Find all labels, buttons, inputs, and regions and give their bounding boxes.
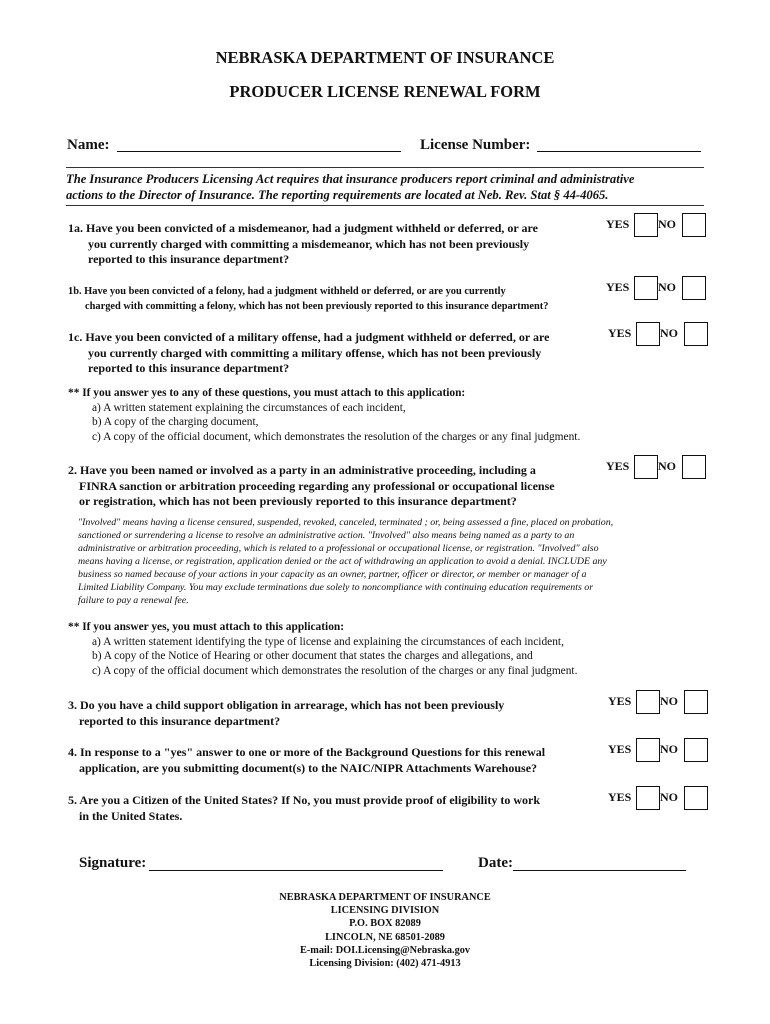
signature-label: Signature: bbox=[79, 855, 147, 871]
yes-checkbox[interactable] bbox=[636, 786, 660, 810]
question-1c: 1c. Have you been convicted of a military offense, had a judgment withheld or deferred, or are you currently charged with committing a military offense, which has not been previously reported to this insurance department? bbox=[68, 330, 550, 375]
name-label: Name: bbox=[67, 137, 110, 153]
involved-definition: "Involved" means having a license censured, suspended, revoked, canceled, terminated ; or, being assessed a fine, placed on probation, sanctioned or surrendering a license to resolve an administrative action. "Involved" also means being named as a party to an administrative or arbitration proceeding, which is related to a professional or occupational license, or registration. "Involved" also means having a license, or registration, application denied or the act of withdrawing an application to avoid a denial. INCLUDE any business so named because of your actions in your capacity as an owner, partner, officer or director, or member or manager of a Limited Liability Company. You may exclude terminations due solely to noncompliance with continuing education requirements or failure to pay a renewal fee. bbox=[78, 517, 614, 606]
yes-checkbox[interactable] bbox=[634, 276, 658, 300]
question-4-answer bbox=[608, 738, 708, 762]
footer-phone: Licensing Division: (402) 471-4913 bbox=[309, 958, 461, 970]
name-field[interactable] bbox=[117, 151, 401, 152]
yes-label: YES bbox=[606, 280, 630, 294]
no-label: NO bbox=[660, 790, 678, 804]
yes-label: YES bbox=[608, 790, 632, 804]
question-3: 3. Do you have a child support obligation in arrearage, which has not been previously reported to this insurance department? bbox=[68, 698, 505, 728]
yes-label: YES bbox=[606, 459, 630, 473]
question-5: 5. Are you a Citizen of the United States? If No, you must provide proof of eligibility to work in the United States. bbox=[68, 793, 540, 823]
yes-label: YES bbox=[608, 694, 632, 708]
question-1a-answer bbox=[606, 213, 706, 237]
attachment-note-2: ** If you answer yes, you must attach to this application: a) A written statement identifying the type of license and explaining the circumstances of each incident, b) A copy of the Notice of Hearing or other document that states the charges and allegations, and c) A copy of the official document which demonstrates the resolution of the charges or any final judgment. bbox=[68, 621, 578, 677]
question-1c-answer bbox=[608, 322, 708, 346]
form-title: PRODUCER LICENSE RENEWAL FORM bbox=[229, 82, 541, 101]
no-label: NO bbox=[658, 459, 676, 473]
footer-email: E-mail: DOI.Licensing@Nebraska.gov bbox=[299, 944, 471, 956]
divider bbox=[66, 205, 704, 206]
question-1b: 1b. Have you been convicted of a felony, had a judgment withheld or deferred, or are you currently charged with committing a felony, which has not been previously reported to this insurance department? bbox=[68, 286, 549, 312]
question-4: 4. In response to a "yes" answer to one or more of the Background Questions for this renewal application, are you submitting document(s) to the NAIC/NIPR Attachments Warehouse? bbox=[68, 745, 546, 775]
license-number-label: License Number: bbox=[420, 137, 531, 153]
question-2-answer bbox=[606, 455, 706, 479]
question-3-answer bbox=[608, 690, 708, 714]
no-checkbox[interactable] bbox=[684, 322, 708, 346]
question-2: 2. Have you been named or involved as a party in an administrative proceeding, including a FINRA sanction or arbitration proceeding regarding any professional or occupational license or registration, which has not been previously reported to this insurance department? bbox=[68, 463, 555, 508]
date-label: Date: bbox=[478, 855, 513, 871]
date-field[interactable] bbox=[513, 870, 686, 871]
no-checkbox[interactable] bbox=[682, 455, 706, 479]
question-1a: 1a. Have you been convicted of a misdemeanor, had a judgment withheld or deferred, or are you currently charged with committing a misdemeanor, which has not been previously reported to this insurance department? bbox=[68, 221, 538, 266]
yes-label: YES bbox=[608, 742, 632, 756]
no-checkbox[interactable] bbox=[684, 738, 708, 762]
no-checkbox[interactable] bbox=[682, 213, 706, 237]
yes-checkbox[interactable] bbox=[636, 738, 660, 762]
no-label: NO bbox=[660, 694, 678, 708]
no-checkbox[interactable] bbox=[684, 690, 708, 714]
yes-checkbox[interactable] bbox=[636, 322, 660, 346]
attachment-note-1: ** If you answer yes to any of these questions, you must attach to this application: a) A written statement explaining the circumstances of each incident, b) A copy of the charging document, c) A copy of the official document, which demonstrates the resolution of the charges or any final judgment. bbox=[68, 387, 581, 443]
no-label: NO bbox=[660, 326, 678, 340]
no-checkbox[interactable] bbox=[682, 276, 706, 300]
yes-label: YES bbox=[606, 217, 630, 231]
yes-checkbox[interactable] bbox=[634, 213, 658, 237]
yes-label: YES bbox=[608, 326, 632, 340]
no-label: NO bbox=[658, 280, 676, 294]
question-1b-answer bbox=[606, 276, 706, 300]
no-label: NO bbox=[660, 742, 678, 756]
license-number-field[interactable] bbox=[537, 151, 701, 152]
footer-address: NEBRASKA DEPARTMENT OF INSURANCE LICENSING DIVISION P.O. BOX 82089 LINCOLN, NE 68501-2089 E-mail: DOI.Licensing@Nebraska.gov Licensing Division: (402) 471-4913 bbox=[0, 891, 770, 970]
no-label: NO bbox=[658, 217, 676, 231]
yes-checkbox[interactable] bbox=[636, 690, 660, 714]
question-5-answer bbox=[608, 786, 708, 810]
no-checkbox[interactable] bbox=[684, 786, 708, 810]
department-title: NEBRASKA DEPARTMENT OF INSURANCE bbox=[215, 48, 555, 67]
signature-field[interactable] bbox=[149, 870, 443, 871]
divider bbox=[66, 167, 704, 168]
intro-text: The Insurance Producers Licensing Act requires that insurance producers report criminal and administrative actions to the Director of Insurance. The reporting requirements are located at Neb. Rev. Stat § 44-4065. bbox=[66, 172, 635, 202]
yes-checkbox[interactable] bbox=[634, 455, 658, 479]
